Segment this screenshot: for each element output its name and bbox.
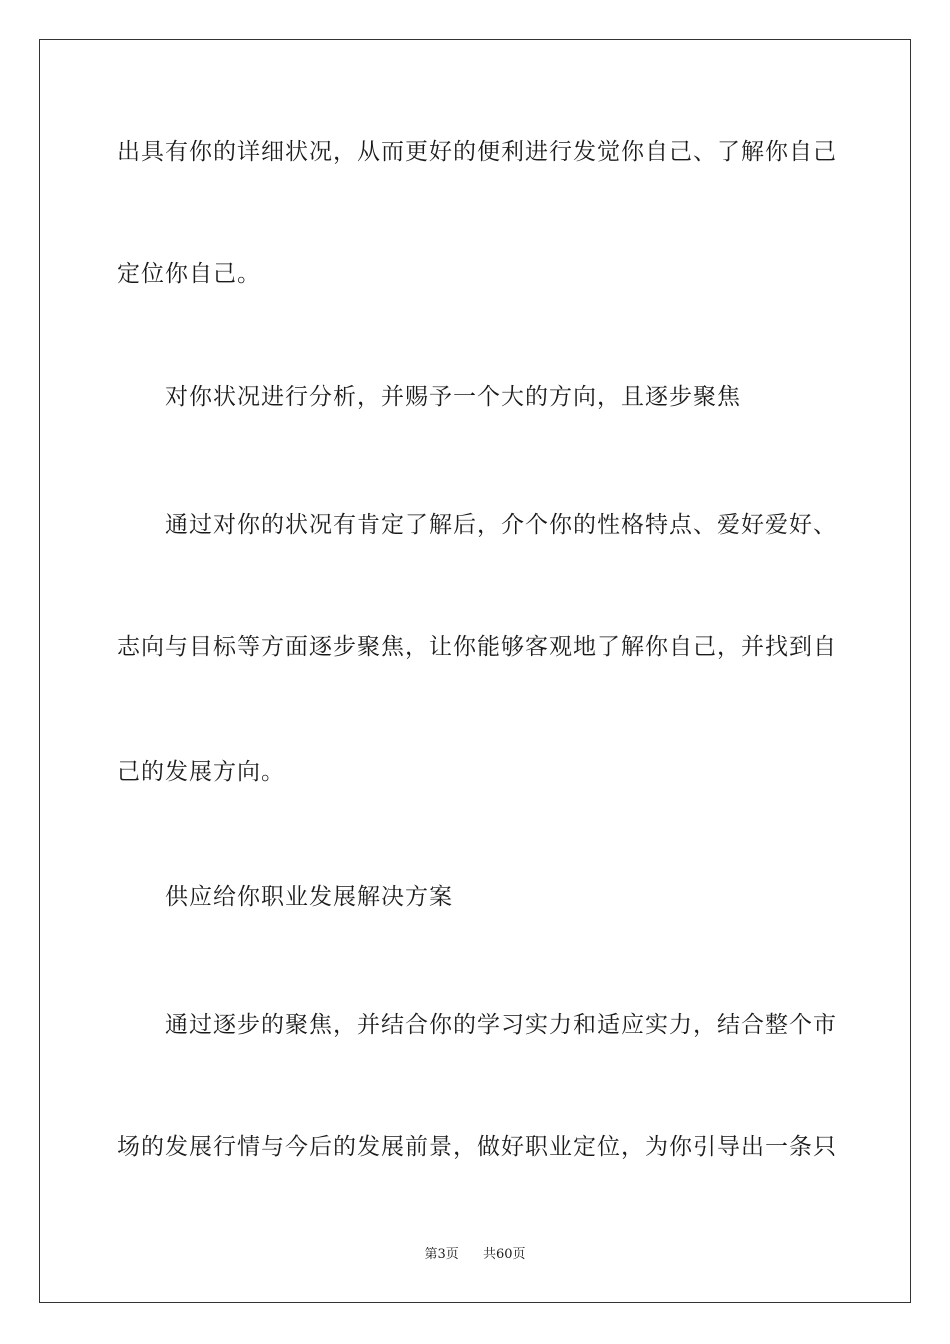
body-text-line: 对你状况进行分析，并赐予一个大的方向，且逐步聚焦	[165, 384, 741, 410]
body-text-line: 出具有你的详细状况，从而更好的便利进行发觉你自己、了解你自己	[117, 139, 837, 165]
body-text-line: 己的发展方向。	[117, 759, 285, 785]
body-text-line: 通过对你的状况有肯定了解后，介个你的性格特点、爱好爱好、	[165, 512, 837, 538]
page-border	[39, 39, 911, 1303]
section-heading: 供应给你职业发展解决方案	[165, 884, 453, 910]
body-text-line: 通过逐步的聚焦，并结合你的学习实力和适应实力，结合整个市	[165, 1012, 837, 1038]
body-text-line: 场的发展行情与今后的发展前景，做好职业定位，为你引导出一条只	[117, 1134, 837, 1160]
page-footer	[0, 1246, 950, 1264]
page-number: 第3页	[424, 1247, 459, 1262]
body-text-line: 志向与目标等方面逐步聚焦，让你能够客观地了解你自己，并找到自	[117, 634, 837, 660]
body-text-line: 定位你自己。	[117, 261, 261, 287]
page-total: 共60页	[483, 1247, 526, 1262]
